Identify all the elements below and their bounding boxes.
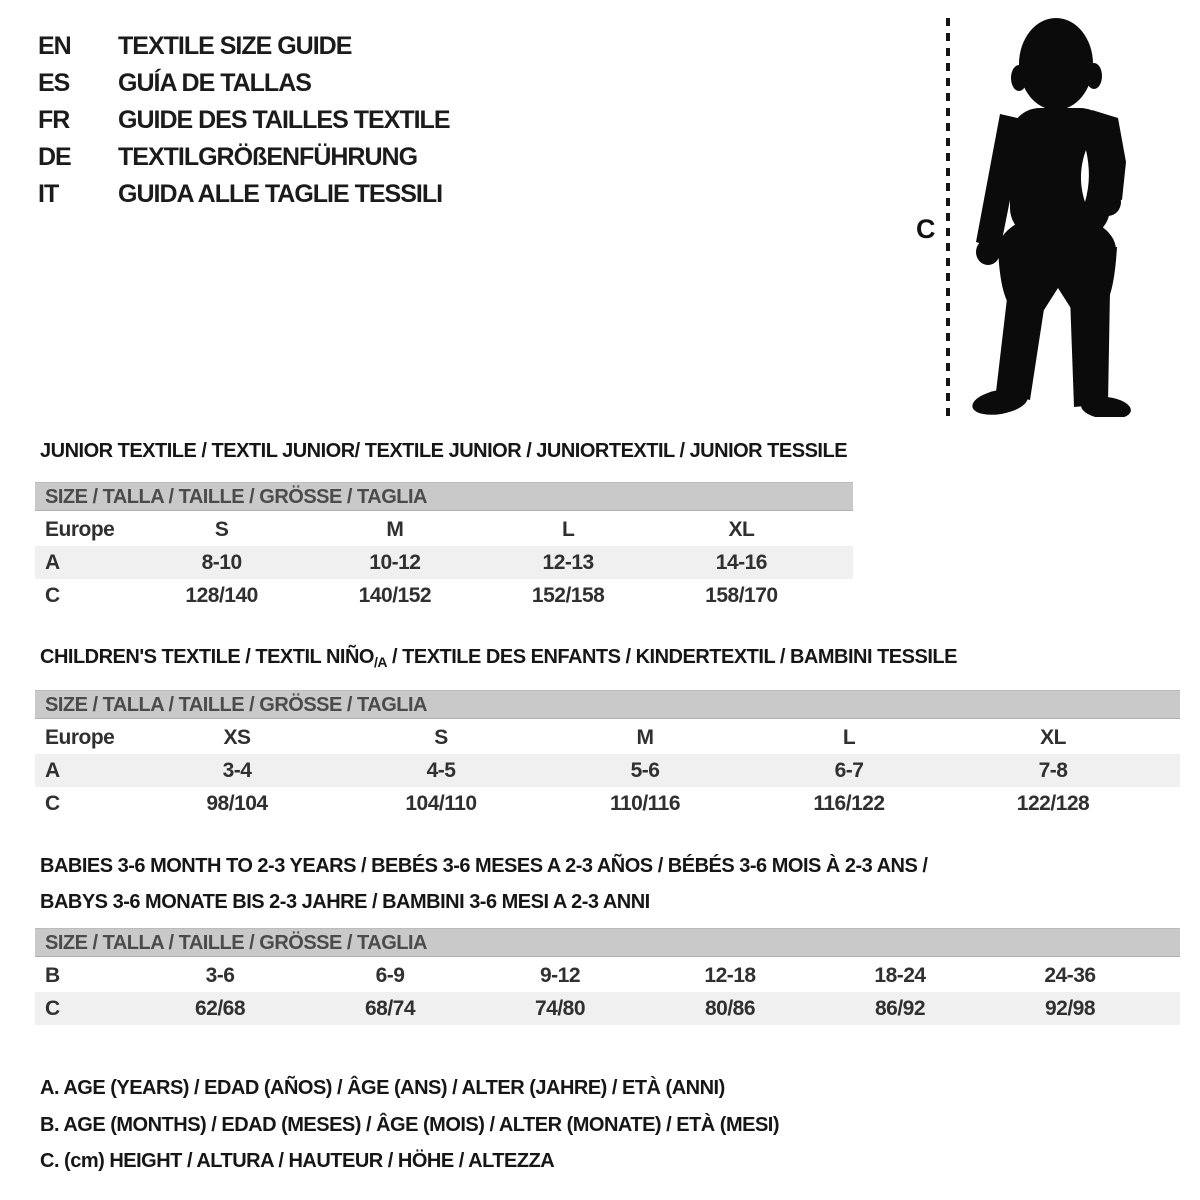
language-code: DE bbox=[38, 143, 71, 171]
table-row bbox=[35, 513, 853, 546]
language-title: GUÍA DE TALLAS bbox=[118, 69, 311, 97]
children-size-header: SIZE / TALLA / TAILLE / GRÖSSE / TAGLIA bbox=[35, 690, 1180, 719]
size-value: 74/80 bbox=[534, 997, 586, 1020]
children-section-title bbox=[40, 646, 957, 670]
size-value: 14-16 bbox=[715, 551, 767, 574]
size-value: XL bbox=[1040, 726, 1066, 749]
size-value: 24-36 bbox=[1044, 964, 1096, 987]
height-measure-line bbox=[944, 18, 954, 418]
language-row-fr bbox=[38, 102, 450, 139]
children-title-subscript: /A bbox=[373, 654, 387, 670]
table-row bbox=[35, 959, 1180, 992]
babies-title-line1: BABIES 3-6 MONTH TO 2-3 YEARS / BEBÉS 3-6 MESES A 2-3 AÑOS / BÉBÉS 3-6 MOIS À 2-3 ANS / bbox=[40, 855, 928, 877]
children-title-text: CHILDREN'S TEXTILE / TEXTIL NIÑO bbox=[40, 646, 374, 668]
children-size-table bbox=[35, 721, 1180, 820]
size-value: 10-12 bbox=[369, 551, 421, 574]
size-value: 128/140 bbox=[185, 584, 258, 607]
size-value: 3-6 bbox=[205, 964, 235, 987]
language-row-en bbox=[38, 28, 450, 65]
size-value: 80/86 bbox=[704, 997, 756, 1020]
language-code: FR bbox=[38, 106, 70, 134]
row-label: Europe bbox=[45, 518, 115, 541]
language-title: TEXTILE SIZE GUIDE bbox=[118, 32, 352, 60]
language-title: GUIDA ALLE TAGLIE TESSILI bbox=[118, 180, 443, 208]
language-row-de bbox=[38, 139, 450, 176]
size-value: 6-7 bbox=[834, 759, 864, 782]
junior-section-title: JUNIOR TEXTILE / TEXTIL JUNIOR/ TEXTILE JUNIOR / JUNIORTEXTIL / JUNIOR TESSILE bbox=[40, 440, 848, 462]
legend-line-c: C. (cm) HEIGHT / ALTURA / HAUTEUR / HÖHE / ALTEZZA bbox=[40, 1150, 555, 1172]
size-value: 7-8 bbox=[1038, 759, 1068, 782]
toddler-silhouette-icon bbox=[958, 12, 1148, 417]
row-label: C bbox=[45, 997, 60, 1020]
babies-size-header: SIZE / TALLA / TAILLE / GRÖSSE / TAGLIA bbox=[35, 928, 1180, 957]
size-value: 3-4 bbox=[222, 759, 252, 782]
size-value: 12-18 bbox=[704, 964, 756, 987]
row-label: B bbox=[45, 964, 60, 987]
babies-title-line2: BABYS 3-6 MONATE BIS 2-3 JAHRE / BAMBINI 3-6 MESI A 2-3 ANNI bbox=[40, 891, 650, 913]
size-value: 4-5 bbox=[426, 759, 456, 782]
legend bbox=[40, 1070, 779, 1180]
size-value: L bbox=[561, 518, 575, 541]
size-value: S bbox=[214, 518, 229, 541]
row-label: A bbox=[45, 759, 60, 782]
size-value: 12-13 bbox=[542, 551, 594, 574]
language-row-it bbox=[38, 176, 450, 213]
row-label: C bbox=[45, 584, 60, 607]
children-title-text: / TEXTILE DES ENFANTS / KINDERTEXTIL / BAMBINI TESSILE bbox=[386, 646, 957, 668]
size-value: 18-24 bbox=[874, 964, 926, 987]
size-value: 62/68 bbox=[194, 997, 246, 1020]
size-value: 116/122 bbox=[813, 792, 885, 815]
language-list bbox=[38, 28, 450, 213]
size-value: 104/110 bbox=[405, 792, 477, 815]
language-code: ES bbox=[38, 69, 70, 97]
size-value: 110/116 bbox=[609, 792, 681, 815]
table-row bbox=[35, 754, 1180, 787]
language-row-es bbox=[38, 65, 450, 102]
junior-size-header: SIZE / TALLA / TAILLE / GRÖSSE / TAGLIA bbox=[35, 482, 853, 511]
babies-section-title bbox=[40, 848, 927, 920]
language-title: TEXTILGRÖßENFÜHRUNG bbox=[118, 143, 418, 171]
table-row bbox=[35, 546, 853, 579]
legend-line-a: A. AGE (YEARS) / EDAD (AÑOS) / ÂGE (ANS) / ALTER (JAHRE) / ETÀ (ANNI) bbox=[40, 1077, 725, 1099]
size-value: 92/98 bbox=[1044, 997, 1096, 1020]
size-value: M bbox=[386, 518, 404, 541]
row-label: A bbox=[45, 551, 60, 574]
table-row bbox=[35, 579, 853, 612]
babies-size-table bbox=[35, 959, 1180, 1025]
row-label: C bbox=[45, 792, 60, 815]
size-value: L bbox=[842, 726, 856, 749]
size-value: 152/158 bbox=[531, 584, 605, 607]
size-value: M bbox=[636, 726, 654, 749]
table-row bbox=[35, 787, 1180, 820]
table-row bbox=[35, 992, 1180, 1025]
size-value: 68/74 bbox=[364, 997, 416, 1020]
size-value: 8-10 bbox=[201, 551, 242, 574]
size-value: 122/128 bbox=[1016, 792, 1090, 815]
size-value: 98/104 bbox=[206, 792, 268, 815]
table-row bbox=[35, 721, 1180, 754]
size-value: 86/92 bbox=[874, 997, 926, 1020]
size-value: 140/152 bbox=[358, 584, 432, 607]
size-value: 6-9 bbox=[375, 964, 405, 987]
junior-size-table bbox=[35, 513, 853, 612]
height-measure-label: C bbox=[916, 214, 936, 244]
size-value: XS bbox=[223, 726, 251, 749]
language-code: EN bbox=[38, 32, 71, 60]
size-value: 9-12 bbox=[539, 964, 581, 987]
size-value: S bbox=[434, 726, 448, 749]
legend-line-b: B. AGE (MONTHS) / EDAD (MESES) / ÂGE (MOIS) / ALTER (MONATE) / ETÀ (MESI) bbox=[40, 1113, 780, 1136]
size-value: XL bbox=[728, 518, 755, 541]
size-value: 158/170 bbox=[705, 584, 778, 607]
language-code: IT bbox=[38, 180, 59, 208]
row-label: Europe bbox=[45, 726, 115, 749]
size-value: 5-6 bbox=[630, 759, 660, 782]
language-title: GUIDE DES TAILLES TEXTILE bbox=[118, 106, 450, 134]
